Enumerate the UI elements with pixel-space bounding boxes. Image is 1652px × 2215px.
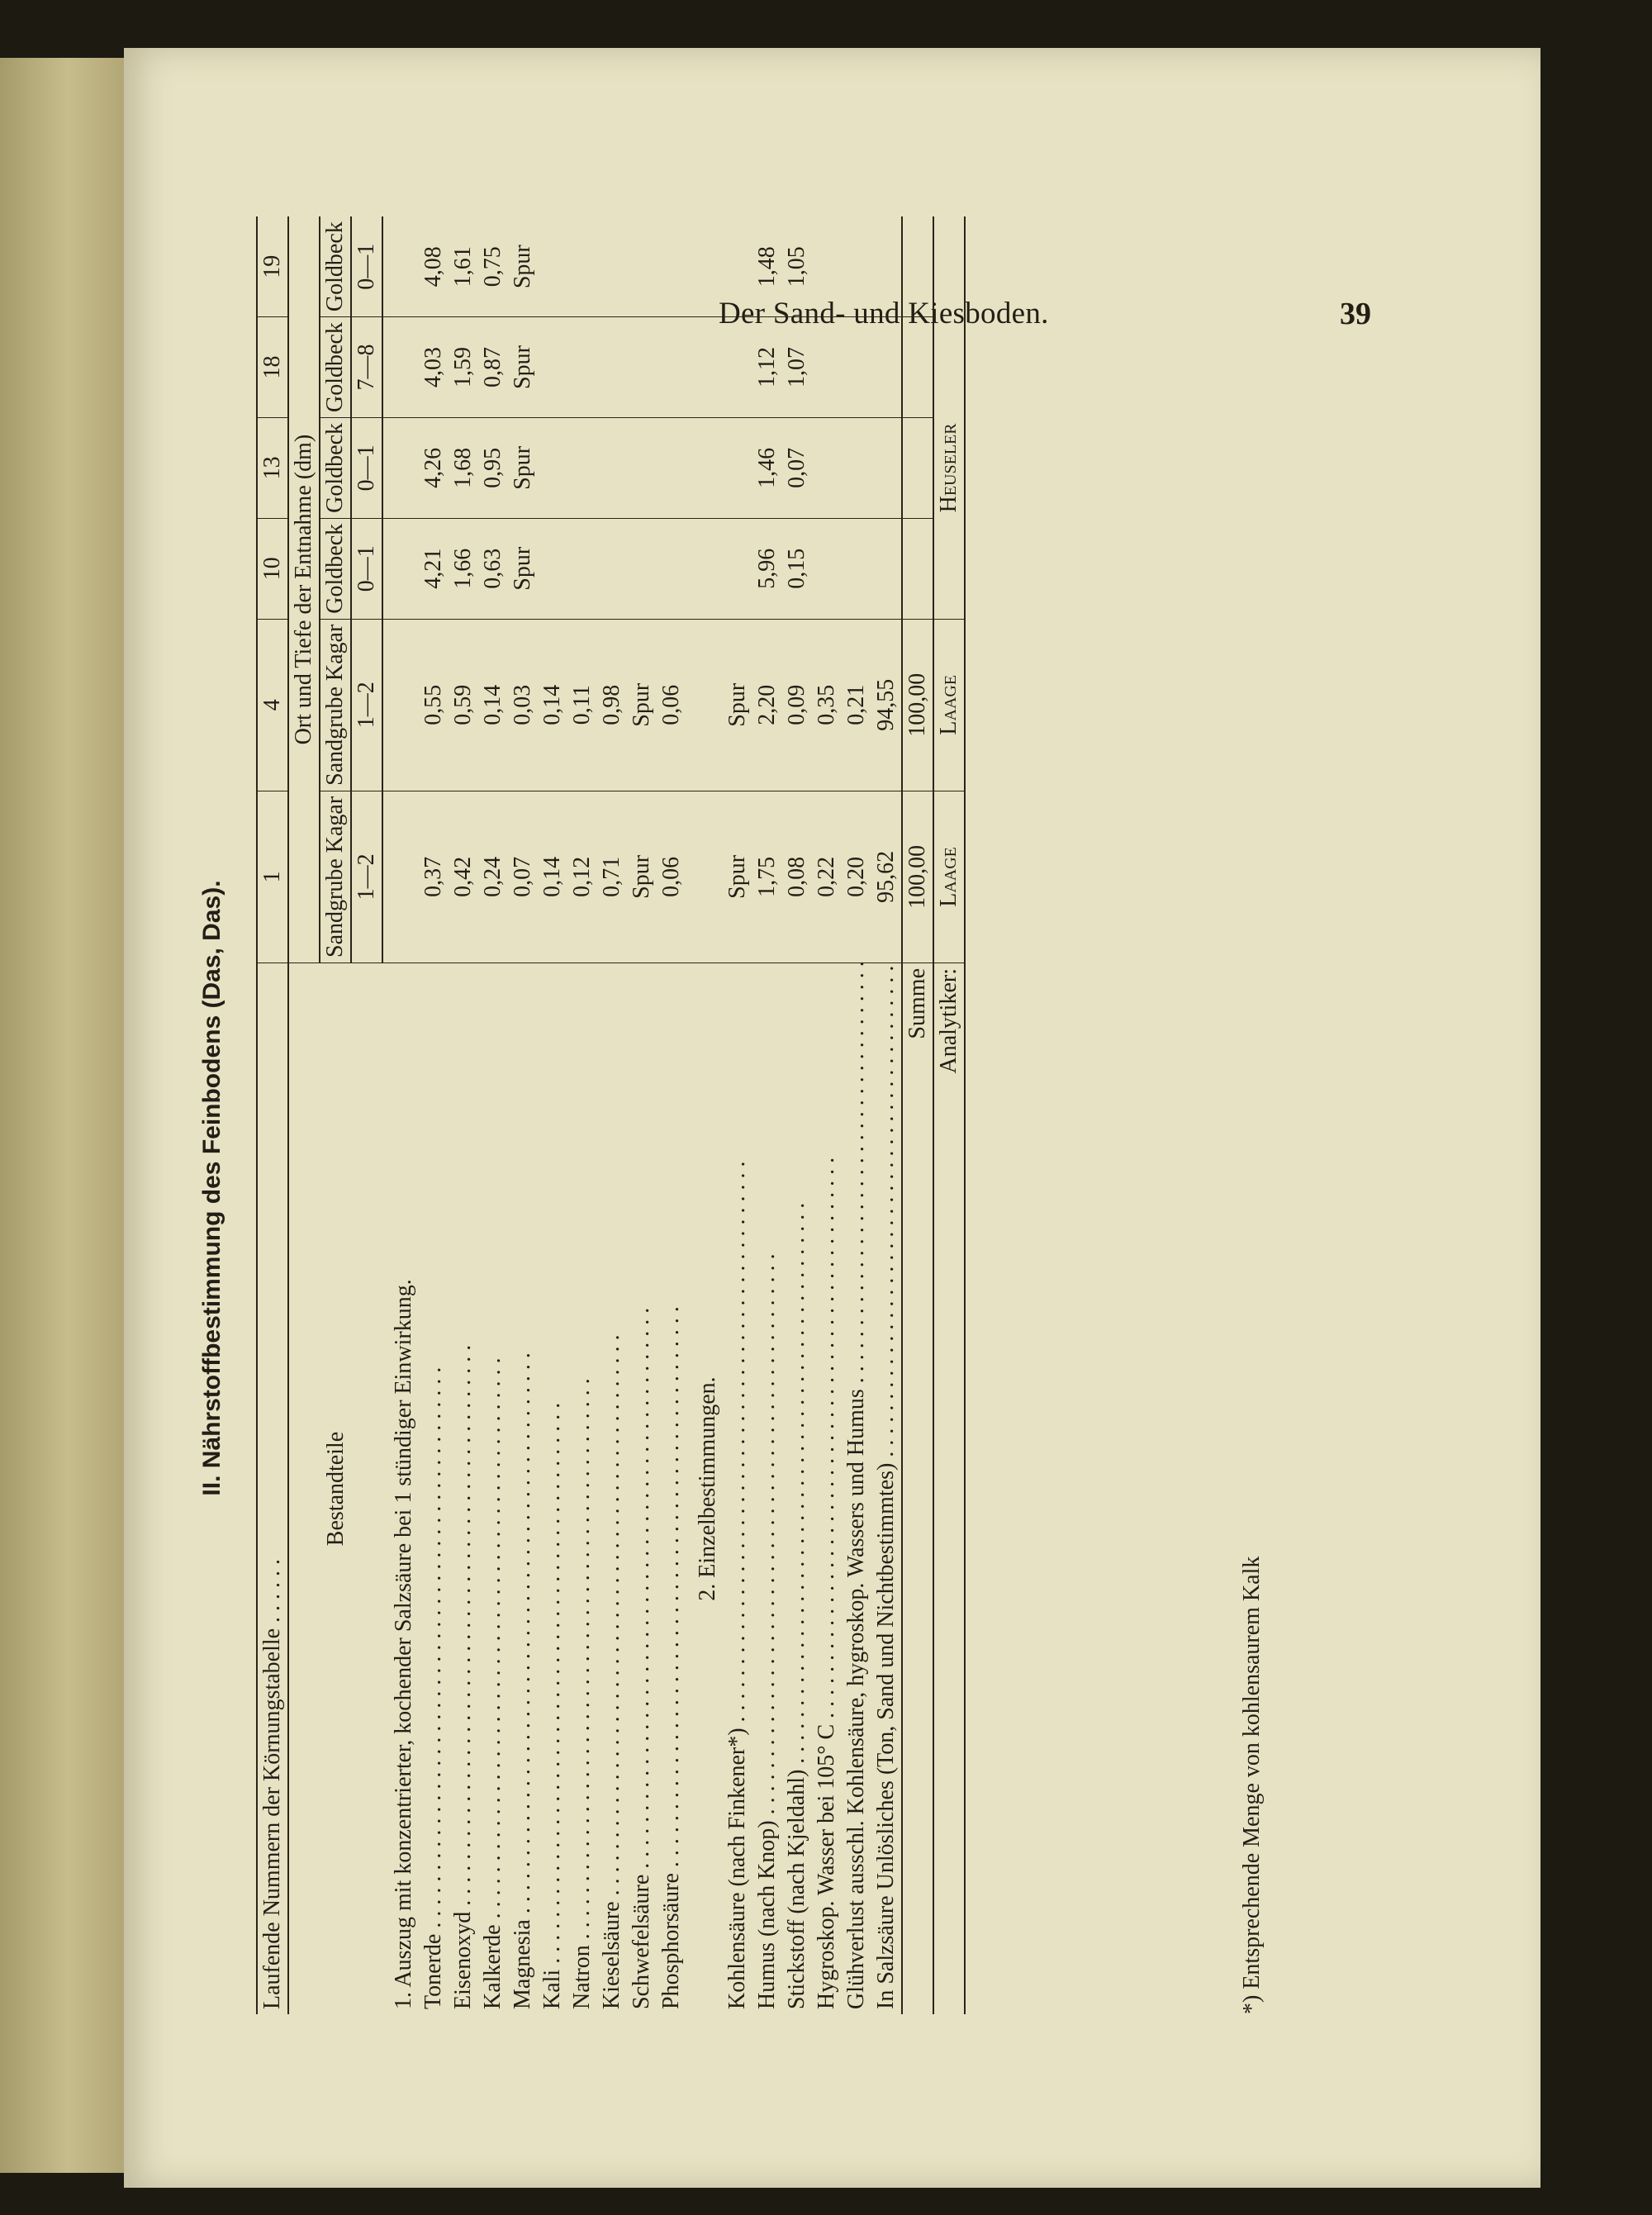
- footnote: *) Entsprechende Menge von kohlensaurem Kalk: [1239, 1556, 1265, 2014]
- summe-value: [902, 317, 933, 418]
- page-number: 39: [1340, 297, 1371, 331]
- value-cell: 1,59: [449, 317, 478, 418]
- row-label-text: Eisenoxyd . . .: [450, 1345, 476, 2009]
- value-cell: [657, 317, 686, 418]
- analyst: Laage: [933, 791, 965, 963]
- value-cell: [597, 518, 627, 619]
- value-cell: [538, 216, 567, 316]
- value-cell: 0,37: [419, 791, 449, 963]
- value-cell: 1,66: [449, 518, 478, 619]
- value-cell: [597, 216, 627, 316]
- analyst: [933, 317, 965, 418]
- nutrient-table: [256, 216, 966, 2014]
- table-title: II. Nährstoffbestimmung des Feinbodens (Das, Das).: [198, 880, 225, 1496]
- table-row: [508, 216, 538, 2014]
- value-cell: 2,20: [752, 619, 782, 791]
- value-cell: 0,09: [782, 619, 812, 791]
- bestandteile-header: Bestandteile: [322, 1431, 349, 1547]
- value-cell: 0,14: [538, 791, 567, 963]
- section1-rows: [419, 216, 686, 2014]
- value-cell: [567, 518, 597, 619]
- row-label-text: Kali . . .: [539, 1403, 565, 2009]
- value-cell: 0,12: [567, 791, 597, 963]
- value-cell: 0,98: [597, 619, 627, 791]
- value-cell: 1,05: [782, 216, 812, 316]
- value-cell: 0,07: [782, 417, 812, 518]
- section1-title: 1. Auszug mit konzentrierter, kochender Salzsäure bei 1 stündiger Einwirkung.: [391, 1279, 416, 2009]
- value-cell: [538, 518, 567, 619]
- summe-value: 100,00: [902, 791, 933, 963]
- value-cell: [597, 417, 627, 518]
- row-label: [538, 963, 567, 2015]
- sample-number: 19: [257, 216, 288, 316]
- ort-header: Ort und Tiefe der Entnahme (dm): [288, 216, 320, 963]
- value-cell: 0,42: [449, 791, 478, 963]
- row-label-text: Magnesia . . .: [510, 1352, 535, 2009]
- section2-title-row: [686, 216, 723, 2014]
- row-label-text: Kohlensäure (nach Finkener*) . . .: [724, 1161, 750, 2009]
- value-cell: [723, 518, 752, 619]
- summe-label: Summe: [902, 963, 933, 2015]
- table-row: [871, 216, 902, 2014]
- value-cell: 1,61: [449, 216, 478, 316]
- row-label: [478, 963, 508, 2015]
- value-cell: Spur: [723, 619, 752, 791]
- value-cell: [657, 417, 686, 518]
- analyst: Heuseler: [933, 417, 965, 518]
- row-label: [871, 963, 902, 2015]
- row-label-text: Humus (nach Knop) . . .: [754, 1253, 780, 2009]
- table-row: [723, 216, 752, 2014]
- row-label: [782, 963, 812, 2015]
- depth: 7—8: [351, 317, 382, 418]
- value-cell: [812, 518, 842, 619]
- value-cell: 0,03: [508, 619, 538, 791]
- row-label: [752, 963, 782, 2015]
- table-row: [597, 216, 627, 2014]
- value-cell: [871, 216, 902, 316]
- sample-number: 1: [257, 791, 288, 963]
- value-cell: 4,08: [419, 216, 449, 316]
- section1-title-row: [382, 216, 419, 2014]
- value-cell: 0,24: [478, 791, 508, 963]
- summe-value: [902, 216, 933, 316]
- row-label-text: Phosphorsäure . . .: [658, 1306, 684, 2009]
- row-label-text: Tonerde . . .: [420, 1367, 446, 2009]
- row-label-text: Schwefelsäure . . .: [629, 1308, 654, 2009]
- ort-header-row: [288, 216, 320, 2014]
- row-label: [812, 963, 842, 2015]
- location: Sandgrube Kagar: [320, 791, 351, 963]
- value-cell: 94,55: [871, 619, 902, 791]
- value-cell: [627, 216, 657, 316]
- row-label: [627, 963, 657, 2015]
- location: Goldbeck: [320, 216, 351, 316]
- depth: 0—1: [351, 417, 382, 518]
- value-cell: [567, 216, 597, 316]
- row-label: [508, 963, 538, 2015]
- row-label-text: Hygroskop. Wasser bei 105° C . . .: [814, 1157, 839, 2009]
- value-cell: [657, 518, 686, 619]
- value-cell: [871, 417, 902, 518]
- value-cell: Spur: [508, 417, 538, 518]
- value-cell: [842, 216, 871, 316]
- value-cell: [812, 417, 842, 518]
- value-cell: 0,87: [478, 317, 508, 418]
- location: Goldbeck: [320, 417, 351, 518]
- value-cell: 1,75: [752, 791, 782, 963]
- value-cell: [842, 417, 871, 518]
- value-cell: 0,15: [782, 518, 812, 619]
- value-cell: 1,07: [782, 317, 812, 418]
- value-cell: [842, 518, 871, 619]
- value-cell: Spur: [627, 619, 657, 791]
- value-cell: [538, 417, 567, 518]
- value-cell: [567, 417, 597, 518]
- value-cell: 1,46: [752, 417, 782, 518]
- row-label: [419, 963, 449, 2015]
- section2-title: 2. Einzelbestimmungen.: [695, 1376, 720, 1601]
- analyst: [933, 518, 965, 619]
- row-label: [657, 963, 686, 2015]
- value-cell: 4,03: [419, 317, 449, 418]
- value-cell: 0,95: [478, 417, 508, 518]
- value-cell: 0,06: [657, 619, 686, 791]
- running-head: Der Sand- und Kiesboden.: [719, 297, 1049, 330]
- value-cell: 0,71: [597, 791, 627, 963]
- row-label: [597, 963, 627, 2015]
- location: Goldbeck: [320, 518, 351, 619]
- value-cell: 0,14: [538, 619, 567, 791]
- table-row: [449, 216, 478, 2014]
- value-cell: 0,55: [419, 619, 449, 791]
- value-cell: 0,75: [478, 216, 508, 316]
- value-cell: 0,59: [449, 619, 478, 791]
- analyst: [933, 216, 965, 316]
- row-label: [842, 963, 871, 2015]
- summe-value: 100,00: [902, 619, 933, 791]
- value-cell: [657, 216, 686, 316]
- table-row: [657, 216, 686, 2014]
- row-label-text: Kalkerde . . .: [480, 1357, 506, 2009]
- analytiker-label: Analytiker:: [933, 963, 965, 2015]
- value-cell: [627, 518, 657, 619]
- analytiker-row: [933, 216, 965, 2014]
- value-cell: [723, 317, 752, 418]
- previous-page-edge: [0, 58, 124, 2173]
- value-cell: 0,11: [567, 619, 597, 791]
- value-cell: [723, 417, 752, 518]
- table-row: [567, 216, 597, 2014]
- depth: 1—2: [351, 791, 382, 963]
- value-cell: [871, 518, 902, 619]
- value-cell: 1,68: [449, 417, 478, 518]
- location: Sandgrube Kagar: [320, 619, 351, 791]
- row-label: [723, 963, 752, 2015]
- table-row: [538, 216, 567, 2014]
- table-row: [782, 216, 812, 2014]
- analyst: Laage: [933, 619, 965, 791]
- summe-value: [902, 518, 933, 619]
- sample-number: 4: [257, 619, 288, 791]
- sample-number: 13: [257, 417, 288, 518]
- value-cell: 0,35: [812, 619, 842, 791]
- depth: 0—1: [351, 518, 382, 619]
- value-cell: 4,26: [419, 417, 449, 518]
- value-cell: 0,22: [812, 791, 842, 963]
- value-cell: [538, 317, 567, 418]
- table-row: [812, 216, 842, 2014]
- value-cell: [723, 216, 752, 316]
- value-cell: 0,06: [657, 791, 686, 963]
- summe-value: [902, 417, 933, 518]
- value-cell: [567, 317, 597, 418]
- book-page: [124, 48, 1540, 2188]
- value-cell: 4,21: [419, 518, 449, 619]
- value-cell: Spur: [508, 317, 538, 418]
- table-row: [842, 216, 871, 2014]
- row-label-text: Glühverlust ausschl. Kohlensäure, hygroskop. Wassers und Humus . . .: [843, 963, 869, 2010]
- value-cell: 0,21: [842, 619, 871, 791]
- row-label-text: Kieselsäure . . .: [599, 1334, 624, 2009]
- depth: 0—1: [351, 216, 382, 316]
- row-label: [449, 963, 478, 2015]
- value-cell: [627, 317, 657, 418]
- value-cell: 0,14: [478, 619, 508, 791]
- value-cell: [597, 317, 627, 418]
- row-label-text: Natron . . .: [569, 1378, 595, 2009]
- location: Goldbeck: [320, 317, 351, 418]
- value-cell: Spur: [723, 791, 752, 963]
- sample-number-row: [257, 216, 288, 2014]
- value-cell: 0,08: [782, 791, 812, 963]
- value-cell: [812, 216, 842, 316]
- row-label-text: In Salzsäure Unlösliches (Ton, Sand und Nichtbestimmtes) . . .: [873, 963, 899, 2010]
- value-cell: [627, 417, 657, 518]
- depth: 1—2: [351, 619, 382, 791]
- row-label: Laufende Nummern der Körnungstabelle . . . . . .: [257, 963, 288, 2015]
- value-cell: 0,20: [842, 791, 871, 963]
- sample-number: 18: [257, 317, 288, 418]
- value-cell: [871, 317, 902, 418]
- value-cell: 5,96: [752, 518, 782, 619]
- section2-rows: [723, 216, 902, 2014]
- value-cell: 1,12: [752, 317, 782, 418]
- table-row: [627, 216, 657, 2014]
- value-cell: 95,62: [871, 791, 902, 963]
- value-cell: Spur: [508, 216, 538, 316]
- value-cell: 0,63: [478, 518, 508, 619]
- table-row: [419, 216, 449, 2014]
- table-row: [478, 216, 508, 2014]
- summe-row: [902, 216, 933, 2014]
- value-cell: [812, 317, 842, 418]
- row-label: [567, 963, 597, 2015]
- row-label-text: Stickstoff (nach Kjeldahl) . . .: [784, 1203, 809, 2009]
- sample-number: 10: [257, 518, 288, 619]
- value-cell: 0,07: [508, 791, 538, 963]
- value-cell: Spur: [508, 518, 538, 619]
- value-cell: Spur: [627, 791, 657, 963]
- value-cell: 1,48: [752, 216, 782, 316]
- table-row: [752, 216, 782, 2014]
- value-cell: [842, 317, 871, 418]
